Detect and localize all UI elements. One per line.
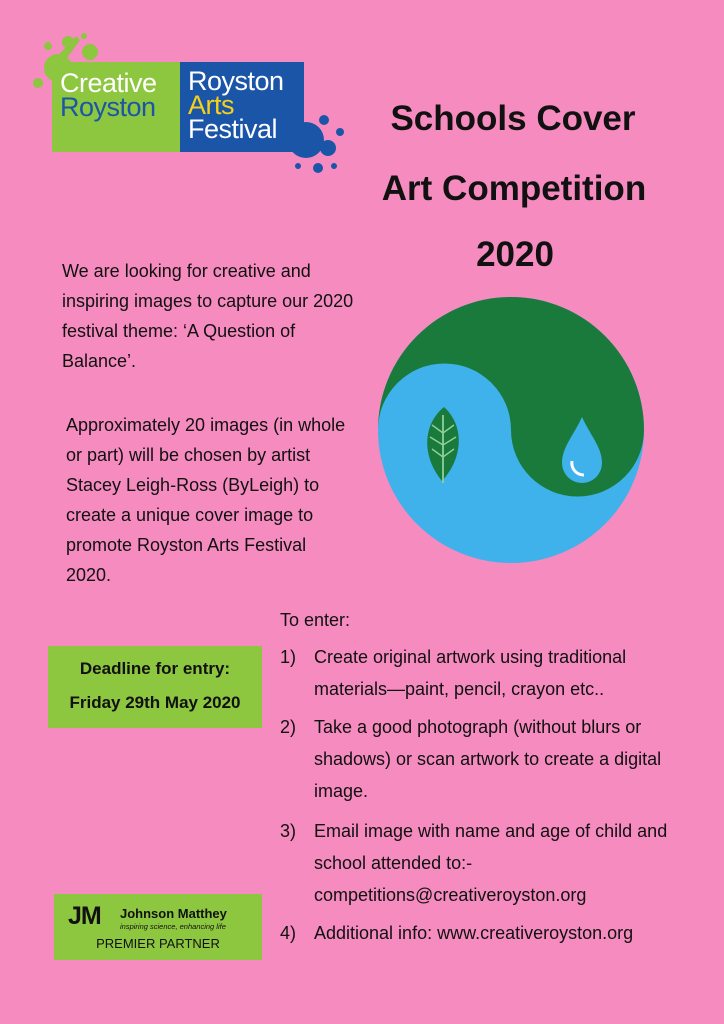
partner-badge: [54, 894, 262, 960]
to-enter-heading: To enter:: [280, 610, 351, 630]
step-number: 3): [280, 821, 297, 841]
partner-name: Johnson Matthey: [120, 906, 227, 921]
step-text: Create original artwork using traditional materials—paint, pencil, crayon etc..: [314, 647, 627, 699]
page-title-line-2: Art Competition: [381, 169, 647, 208]
logo-festival-text: Festival: [188, 114, 278, 144]
step-number: 4): [280, 923, 297, 943]
festival-logo: [28, 28, 348, 178]
deadline-date: Friday 29th May 2020: [69, 693, 241, 712]
logo-royston-text: Royston: [60, 92, 156, 122]
page-title-line-3: 2020: [476, 235, 554, 274]
jm-logo-mark: JM: [68, 902, 101, 930]
step-number: 1): [280, 647, 297, 667]
deadline-box: [48, 646, 262, 728]
step-text: Additional info: www.creativeroyston.org: [314, 923, 634, 943]
partner-tagline: inspiring science, enhancing life: [120, 922, 226, 931]
page-title-line-1: Schools Cover: [390, 99, 636, 138]
yin-yang-graphic: [378, 297, 644, 563]
intro-paragraph: We are looking for creative and inspiring images to capture our 2020 festival theme: ‘A Question of Balance’.: [62, 261, 354, 371]
logo-royston-arts-text: Royston: [188, 66, 284, 96]
logo-creative-text: Creative: [60, 68, 157, 98]
logo-arts-text: Arts: [188, 90, 235, 120]
partner-label: PREMIER PARTNER: [96, 936, 220, 951]
step-number: 2): [280, 717, 297, 737]
step-text: Take a good photograph (without blurs or shadows) or scan artwork to create a digital image.: [314, 717, 662, 801]
details-paragraph: Approximately 20 images (in whole or part) will be chosen by artist Stacey Leigh-Ross (ByLeigh) to create a unique cover image to promote Royston Arts Festival 2020.: [66, 415, 346, 585]
deadline-label: Deadline for entry:: [79, 659, 231, 678]
step-text: Email image with name and age of child and school attended to:- competitions@creativeroyston.org: [314, 821, 668, 905]
